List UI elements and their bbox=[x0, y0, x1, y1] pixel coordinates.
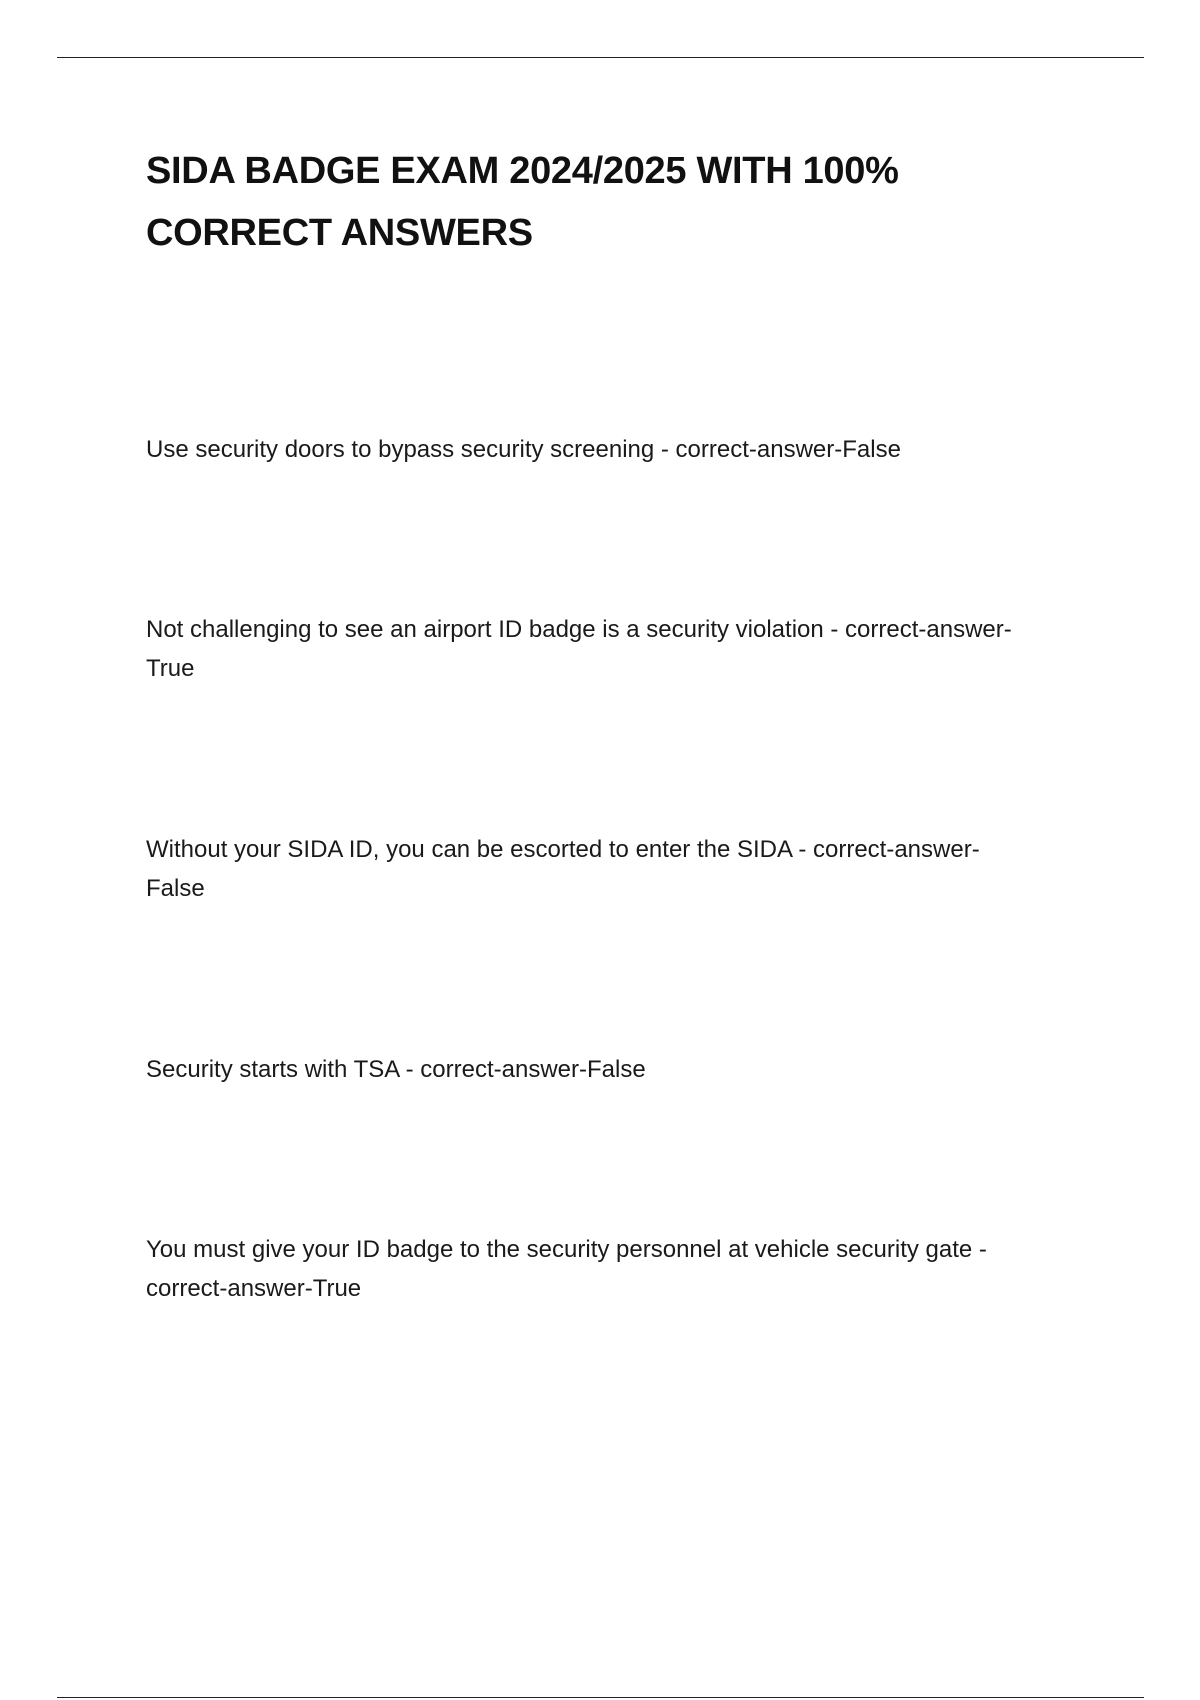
qa-item-3: Without your SIDA ID, you can be escorted to enter the SIDA - correct-answer- False bbox=[146, 836, 980, 902]
top-rule bbox=[57, 57, 1144, 58]
qa-item-4: Security starts with TSA - correct-answer-False bbox=[146, 1056, 646, 1083]
document-title: SIDA BADGE EXAM 2024/2025 WITH 100% CORRECT ANSWERS bbox=[146, 150, 899, 254]
qa-item-5: You must give your ID badge to the security personnel at vehicle security gate - correct-answer-True bbox=[146, 1236, 987, 1302]
qa-item-2: Not challenging to see an airport ID badge is a security violation - correct-answer- True bbox=[146, 616, 1012, 682]
bottom-rule bbox=[57, 1697, 1144, 1698]
qa-item-1: Use security doors to bypass security screening - correct-answer-False bbox=[146, 436, 901, 463]
